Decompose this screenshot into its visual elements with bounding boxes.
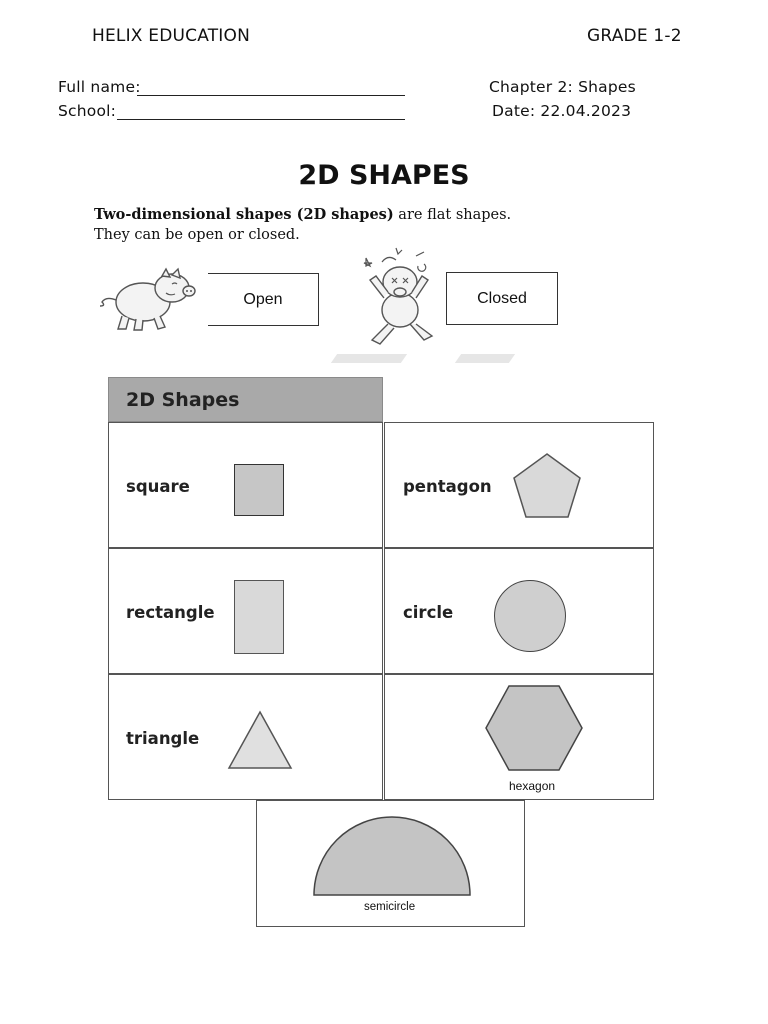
circle-shape	[494, 580, 566, 652]
shape-label-hexagon: hexagon	[509, 779, 556, 793]
open-label: Open	[243, 290, 283, 308]
chapter-label: Chapter 2: Shapes	[489, 78, 636, 96]
open-label-box	[208, 273, 319, 326]
closed-label: Closed	[477, 289, 527, 307]
scan-artifact	[455, 354, 515, 363]
intro-line-1	[94, 206, 511, 223]
shape-label-square: square	[126, 477, 190, 496]
intro-rest: are flat shapes.	[393, 207, 512, 223]
shape-label-rectangle: rectangle	[126, 603, 215, 622]
grade-level: GRADE 1-2	[587, 26, 682, 46]
pentagon-shape	[511, 451, 583, 521]
calm-pig-illustration	[96, 266, 200, 334]
intro-line-2: They can be open or closed.	[94, 227, 300, 243]
page-title: 2D SHAPES	[298, 160, 470, 191]
shape-cell-triangle	[108, 674, 383, 800]
square-shape	[234, 464, 284, 516]
shape-cell-semicircle	[256, 800, 525, 927]
intro-bold-term: Two-dimensional shapes (2D shapes)	[94, 206, 394, 223]
organization-name: HELIX EDUCATION	[92, 26, 251, 46]
school-field[interactable]	[117, 119, 405, 120]
dizzy-pig-illustration	[358, 240, 440, 348]
shape-cell-pentagon	[384, 422, 654, 548]
semicircle-shape	[311, 815, 473, 899]
full-name-field[interactable]	[137, 95, 405, 96]
shape-label-pentagon: pentagon	[403, 477, 492, 496]
full-name-label: Full name:	[58, 78, 141, 96]
scan-artifact	[331, 354, 407, 363]
shapes-panel-heading: 2D Shapes	[108, 377, 383, 422]
triangle-shape	[226, 709, 294, 771]
shape-cell-rectangle	[108, 548, 383, 674]
rectangle-shape	[234, 580, 284, 654]
hexagon-shape	[483, 683, 585, 773]
shape-cell-square	[108, 422, 383, 548]
date-label: Date: 22.04.2023	[492, 102, 632, 120]
shape-cell-hexagon	[384, 674, 654, 800]
shape-label-semicircle: semicircle	[364, 901, 416, 913]
closed-label-box	[446, 272, 558, 325]
shape-label-triangle: triangle	[126, 729, 200, 748]
shape-label-circle: circle	[403, 603, 454, 622]
school-label: School:	[58, 102, 117, 120]
shape-cell-circle	[384, 548, 654, 674]
